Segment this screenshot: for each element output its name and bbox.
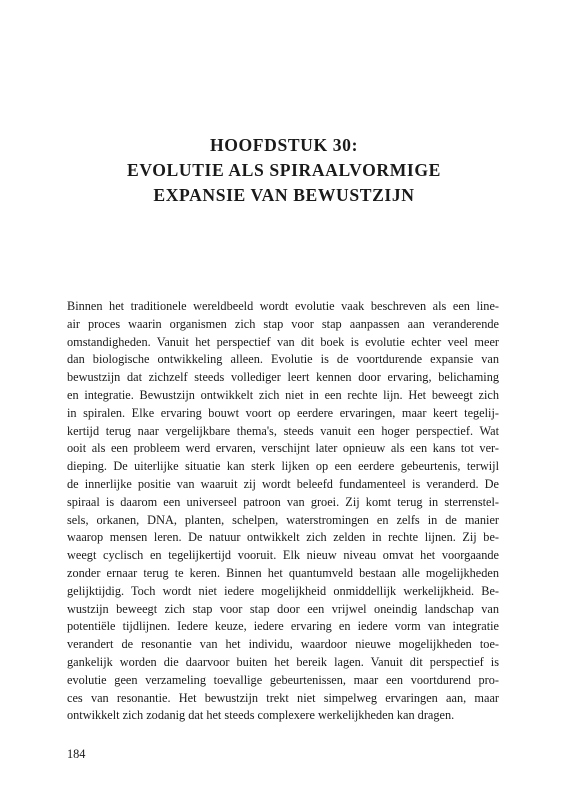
- text-line: dieping. De uiterlijke situatie kan sterk lijken op een eerdere gebeurtenis, terwijl: [67, 459, 499, 474]
- chapter-title-line: EXPANSIE VAN BEWUSTZIJN: [153, 185, 415, 205]
- text-line: kertijd terug naar vergelijkbare thema's, steeds vanuit een hoger perspectief. Wat: [67, 423, 499, 438]
- text-line: zonder ernaar terug te keren. Binnen het quantumveld bestaan alle mogelijkheden: [67, 565, 499, 580]
- page-number: 184: [67, 747, 86, 761]
- text-line: Binnen het traditionele wereldbeeld wordt evolutie vaak beschreven als een line-: [67, 299, 499, 313]
- text-line: ooit als een probleem werd ervaren, verschijnt later opnieuw als een kans tot ver-: [67, 441, 499, 456]
- text-line: ontwikkelt zich zodanig dat het steeds complexere werkelijkheden kan dragen.: [67, 708, 455, 723]
- chapter-title: [0, 133, 568, 208]
- text-line: potentiële tijdlijnen. Iedere keuze, iedere ervaring en iedere vorm van integratie: [67, 619, 499, 634]
- text-line: sels, orkanen, DNA, planten, schelpen, waterstromingen en zelfs in de manier: [67, 512, 499, 527]
- text-line: weegt cyclisch en tegelijkertijd vooruit. Elk nieuw niveau omvat het voorgaande: [67, 548, 499, 563]
- text-line: air proces waarin organismen zich stap voor stap aanpassen aan veranderende: [67, 316, 499, 331]
- text-line: ces van resonantie. Het bewustzijn trekt niet simpelweg ervaringen aan, maar: [67, 690, 499, 705]
- text-line: wustzijn beweegt zich stap voor stap door een vrijwel oneindig landschap van: [67, 601, 499, 616]
- chapter-title-line: HOOFDSTUK 30:: [209, 135, 359, 155]
- text-line: gelijktijdig. Toch wordt niet iedere mogelijkheid onmiddellijk werkelijkheid. Be-: [67, 583, 499, 598]
- text-line: verandert de resonantie van het individu, waardoor nieuwe mogelijkheden toe-: [67, 637, 499, 652]
- text-line: in spiralen. Elke ervaring bouwt voort op eerdere ervaringen, maar keert tegelij-: [67, 405, 499, 420]
- text-line: waarop mensen leren. De natuur ontwikkelt zich zelden in rechte lijnen. Zij be-: [67, 530, 499, 545]
- chapter-title-line: EVOLUTIE ALS SPIRAALVORMIGE: [126, 160, 441, 180]
- text-line: evolutie geen verzameling toevallige gebeurtenissen, maar een voortdurend pro-: [67, 672, 499, 687]
- text-line: spiraal is daarom een universeel patroon van groei. Zij komt terug in sterrenstel-: [67, 494, 499, 509]
- text-line: dan biologische ontwikkeling alleen. Evolutie is de voortdurende expansie van: [67, 352, 499, 367]
- text-line: en integratie. Bewustzijn ontwikkelt zich niet in een rechte lijn. Het beweegt zich: [67, 387, 499, 402]
- text-line: omstandigheden. Vanuit het perspectief van dit boek is evolutie echter veel meer: [67, 334, 499, 349]
- body-paragraph: [67, 298, 499, 725]
- text-line: de innerlijke positie van waaruit zij wordt beleefd fundamenteel is veranderd. De: [67, 476, 499, 491]
- text-line: bewustzijn dat zichzelf steeds vollediger leert kennen door ervaring, belichaming: [67, 370, 499, 385]
- text-line: gankelijk worden die daarvoor buiten het bereik lagen. Vanuit dit perspectief is: [67, 654, 499, 669]
